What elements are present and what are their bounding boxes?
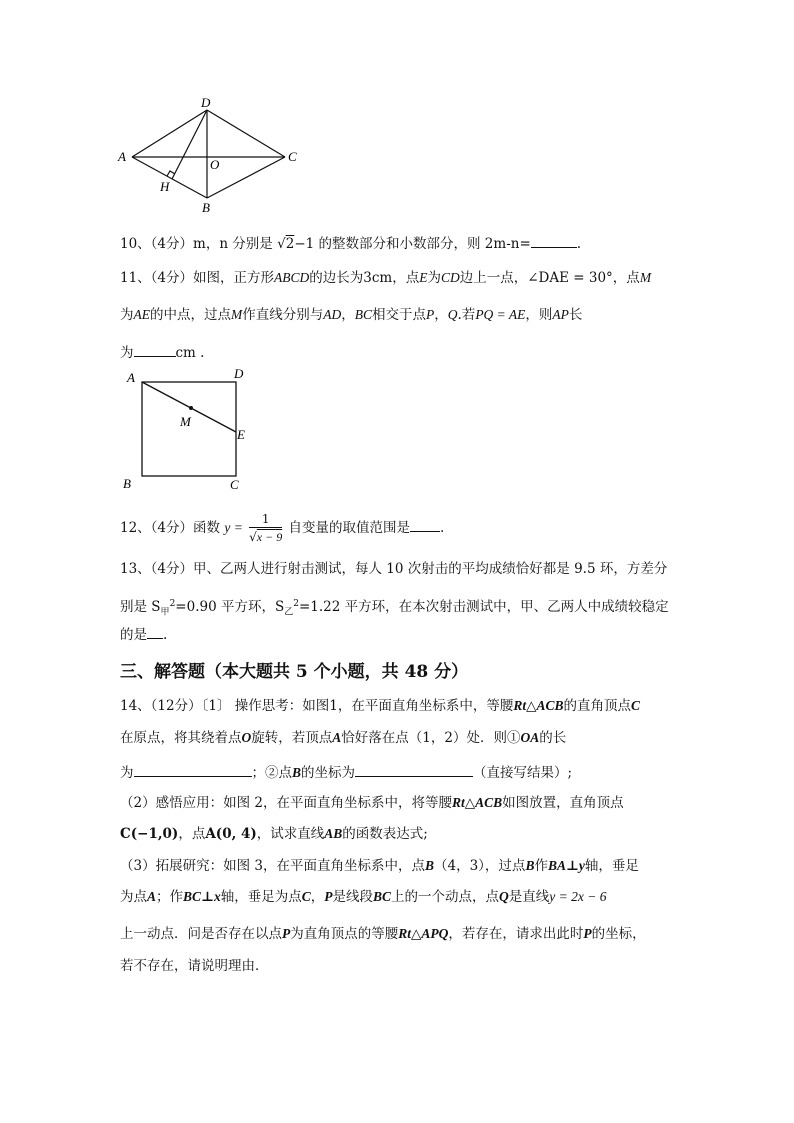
q12-radicand: x − 9: [256, 530, 283, 544]
q14-math: P: [583, 926, 592, 941]
q11-m2: M: [231, 307, 243, 322]
label-h: H: [160, 179, 170, 194]
q11-text: 边上一点，∠DAE = 30°，点: [459, 270, 640, 286]
question-13-line3: [120, 624, 167, 644]
q11-text: 为: [120, 345, 134, 361]
question-14-line1: [120, 697, 640, 715]
q11-text: ，则: [525, 307, 553, 323]
rhombus-figure: [110, 95, 310, 220]
q14-math: A: [332, 730, 342, 745]
q14-math: C(−1,0): [120, 826, 179, 842]
q14-text: 如图放置，直角顶点: [502, 795, 624, 811]
q11-text: 的中点，过点: [150, 307, 231, 323]
label-c: C: [288, 149, 297, 164]
q11-unit: cm .: [175, 345, 205, 361]
q14-text: 在原点，将其绕着点: [120, 730, 242, 746]
answer-blank-14b[interactable]: [355, 762, 473, 777]
q12-suffix: 自变量的取值范围是: [288, 520, 410, 536]
square-figure: [118, 364, 258, 494]
q14-text: 的函数表达式;: [342, 826, 428, 842]
q14-math: A(0, 4): [205, 826, 257, 842]
q14-math: y = 2x − 6: [549, 889, 607, 904]
question-13-line1: [120, 560, 667, 578]
q10-end: .: [576, 236, 582, 252]
q14-text: 是线段: [332, 889, 373, 905]
q14-math: A: [147, 889, 157, 904]
q14-math: B: [525, 858, 535, 873]
q14-text: ，试求直线: [256, 826, 325, 842]
q11-e: E: [419, 270, 428, 285]
sqrt-expression: √2−1: [277, 236, 315, 252]
q11-text: .若: [457, 307, 476, 323]
q14-text: 恰好落在点（1，2）处．则①: [341, 730, 521, 746]
q10-minus-one: −1: [294, 236, 315, 252]
q10-radicand: 2: [285, 236, 295, 252]
answer-blank-13[interactable]: [147, 624, 163, 639]
q11-text: ，: [434, 307, 448, 323]
fraction-denominator: √x − 9: [249, 530, 283, 544]
label-m: M: [180, 414, 191, 429]
q11-text: 的边长为3cm，点: [309, 270, 420, 286]
q10-prefix: 10、（4分）m，n 分别是: [120, 236, 273, 252]
fraction: [249, 511, 282, 546]
q14-math: AB: [324, 826, 343, 841]
q14-text: ，若存在，请求出此时: [448, 926, 584, 942]
q11-text: 11、（4分）如图，正方形: [120, 270, 275, 286]
answer-blank-14a[interactable]: [134, 762, 252, 777]
q14-text: ；②点: [251, 765, 292, 781]
q14-math: C: [301, 889, 311, 904]
point-m: [189, 406, 193, 410]
fraction-numerator: 1: [249, 511, 282, 528]
q12-end: .: [440, 520, 445, 536]
q14-text: 轴，垂足: [584, 858, 639, 874]
question-14-line5: [120, 825, 428, 843]
edge-dc: [207, 110, 285, 157]
q13-sup: 2: [293, 599, 299, 609]
q13-text: 别是 S: [120, 599, 161, 615]
question-14-line3: [120, 762, 572, 782]
question-14-line8: [120, 925, 646, 943]
q11-text: 作直线分别与: [242, 307, 324, 323]
q13-sub-yi: 乙: [284, 607, 294, 618]
q11-ap: AP: [552, 307, 569, 322]
q14-text: ，点: [178, 826, 206, 842]
q14-text: 的坐标为: [301, 765, 356, 781]
q14-text: （直接写结果）;: [473, 765, 573, 781]
q13-text: =0.90 平方环，S: [175, 599, 285, 615]
question-14-line2: [120, 729, 566, 747]
q14-math: B: [292, 765, 302, 780]
q14-math: Q: [499, 889, 509, 904]
q14-text: ，: [310, 889, 325, 905]
label-b: B: [202, 200, 210, 215]
q14-text: 的直角顶点: [563, 698, 631, 714]
section-heading: 三、解答题（本大题共 5 个小题，共 48 分）: [120, 662, 469, 682]
q14-text: 的长: [539, 730, 567, 746]
q11-abcd: ABCD: [274, 270, 310, 285]
q14-text: ；作: [156, 889, 184, 905]
q14-math: BC: [373, 889, 392, 904]
q13-sub-jia: 甲: [160, 607, 170, 618]
q14-math: P: [324, 889, 333, 904]
label-e: E: [237, 427, 245, 442]
q14-text: 是直线: [508, 889, 550, 905]
q14-text: 上一动点．问是否存在以点: [120, 926, 282, 942]
q14-text: 旋转，若顶点: [251, 730, 333, 746]
q14-text: 为点: [120, 889, 147, 905]
question-11-line1: [120, 269, 651, 287]
q11-cd: CD: [440, 270, 460, 285]
q14-text: 为: [120, 765, 134, 781]
q11-text: 为: [427, 270, 441, 286]
q14-math: BC⊥x: [183, 889, 221, 904]
q11-text: 为: [120, 307, 134, 323]
q11-text: 长: [568, 307, 583, 323]
q14-math: OA: [520, 730, 540, 745]
question-13-line2: [120, 595, 669, 622]
answer-blank-11[interactable]: [134, 342, 176, 357]
q14-text: 作: [534, 858, 548, 874]
q14-math: B: [424, 858, 434, 873]
q11-p: P: [426, 307, 435, 322]
q11-m: M: [639, 270, 652, 285]
label-d: D: [234, 366, 244, 381]
q14-math: Rt△ACB: [451, 795, 503, 810]
q13-text: 的是: [120, 627, 147, 643]
q13-end: .: [163, 627, 168, 643]
question-10: [120, 233, 581, 253]
q14-text: 的坐标，: [591, 926, 646, 942]
q12-y-eq: y =: [224, 520, 243, 535]
q14-math: BA⊥y: [547, 858, 585, 873]
label-b: B: [123, 476, 131, 491]
question-14-line6: [120, 857, 639, 875]
label-d: D: [201, 95, 211, 110]
q13-text: =1.22 平方环，在本次射击测试中，甲、乙两人中成绩较稳定: [298, 599, 669, 615]
question-14-line7: [120, 888, 606, 906]
answer-blank-12[interactable]: [410, 517, 440, 532]
q14-text: 轴，垂足为点: [220, 889, 302, 905]
edge-ba: [132, 157, 207, 198]
square-abcd: [142, 382, 236, 476]
label-o: O: [210, 157, 220, 172]
q11-q: Q: [447, 307, 458, 322]
label-a: A: [127, 370, 135, 385]
q11-ae: AE: [133, 307, 150, 322]
question-11-line2: [120, 306, 582, 324]
q10-suffix: 的整数部分和小数部分，则 2m-n=: [318, 236, 531, 252]
question-12: [120, 510, 444, 546]
question-14-line4: [120, 794, 624, 812]
q11-ad: AD: [323, 307, 342, 322]
q14-text: 为直角顶点的等腰: [290, 926, 399, 942]
q14-text: （2）感悟应用：如图 2，在平面直角坐标系中，将等腰: [120, 795, 452, 811]
label-c: C: [230, 477, 239, 492]
q13-sup: 2: [169, 599, 176, 609]
q14-text: 14、（12分）〔1〕 操作思考：如图1，在平面直角坐标系中，等腰: [120, 698, 514, 714]
q14-math: O: [241, 730, 252, 745]
q13-text: 13、（4分）甲、乙两人进行射击测试，每人 10 次射击的平均成绩恰好都是 9.5 环，方差分: [120, 561, 668, 577]
answer-blank-10[interactable]: [531, 233, 577, 248]
q14-math: Rt△APQ: [398, 926, 449, 941]
q12-prefix: 12、（4分）函数: [120, 520, 221, 536]
q14-text: 上的一个动点，点: [391, 889, 500, 905]
q11-pq-eq-ae: PQ = AE: [475, 307, 526, 322]
question-14-line9: [120, 957, 269, 975]
q14-math: P: [282, 926, 291, 941]
q11-text: ，: [341, 307, 355, 323]
q14-text: （4，3），过点: [434, 858, 526, 874]
q11-text: 相交于点: [372, 307, 427, 323]
label-a: A: [118, 149, 126, 164]
q14-math: Rt△ACB: [513, 698, 564, 713]
q14-text: 若不存在，请说明理由．: [120, 958, 269, 974]
question-11-line3: [120, 342, 204, 362]
q14-text: （3）拓展研究：如图 3，在平面直角坐标系中，点: [120, 858, 425, 874]
q11-bc: BC: [354, 307, 373, 322]
q14-math: C: [630, 698, 640, 713]
